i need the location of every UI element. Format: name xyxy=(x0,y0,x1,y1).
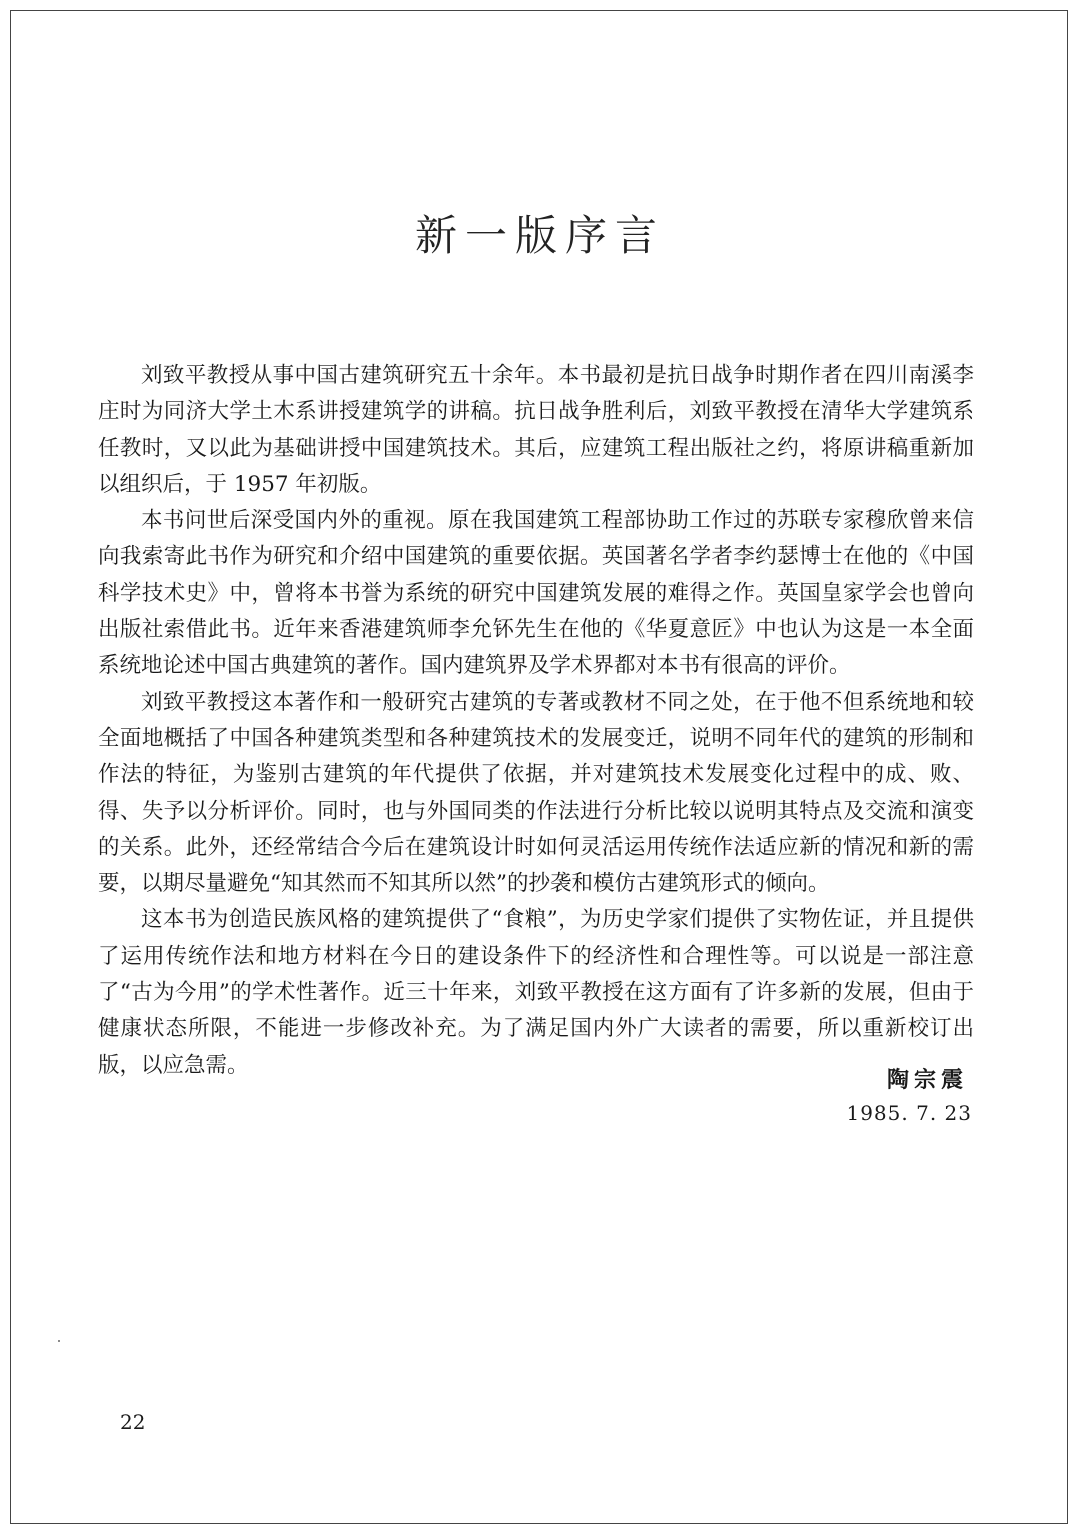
paragraph: 刘致平教授这本著作和一般研究古建筑的专著或教材不同之处，在于他不但系统地和较全面地概括了中国各种建筑类型和各种建筑技术的发展变迁，说明不同年代的建筑的形制和作法的特征，为鉴别古建筑的年代提供了依据，并对建筑技术发展变化过程中的成、败、得、失予以分析评价。同时，也与外国同类的作法进行分析比较以说明其特点及交流和演变的关系。此外，还经常结合今后在建筑设计时如何灵活运用传统作法适应新的情况和新的需要，以期尽量避免“知其然而不知其所以然”的抄袭和模仿古建筑形式的倾向。 xyxy=(98,689,974,897)
signature-date: 1985. 7. 23 xyxy=(846,1101,972,1125)
author-signature: 陶宗震 xyxy=(886,1067,968,1093)
scan-speck xyxy=(58,1340,60,1342)
paragraph: 本书问世后深受国内外的重视。原在我国建筑工程部协助工作过的苏联专家穆欣曾来信向我索寄此书作为研究和介绍中国建筑的重要依据。英国著名学者李约瑟博士在他的《中国科学技术史》中，曾将本书誉为系统的研究中国建筑发展的难得之作。英国皇家学会也曾向出版社索借此书。近年来香港建筑师李允钚先生在他的《华夏意匠》中也认为这是一本全面系统地论述中国古典建筑的著作。国内建筑界及学术界都对本书有很高的评价。 xyxy=(98,508,974,679)
paragraph: 刘致平教授从事中国古建筑研究五十余年。本书最初是抗日战争时期作者在四川南溪李庄时为同济大学土木系讲授建筑学的讲稿。抗日战争胜利后，刘致平教授在清华大学建筑系任教时，又以此为基础讲授中国建筑技术。其后，应建筑工程出版社之约，将原讲稿重新加以组织后，于 1957 年初版。 xyxy=(98,363,974,497)
page-number: 22 xyxy=(120,1410,146,1434)
page-title: 新一版序言 xyxy=(414,211,665,260)
paragraph: 这本书为创造民族风格的建筑提供了“食粮”，为历史学家们提供了实物佐证，并且提供了运用传统作法和地方材料在今日的建设条件下的经济性和合理性等。可以说是一部注意了“古为今用”的学术性著作。近三十年来，刘致平教授在这方面有了许多新的发展，但由于健康状态所限，不能进一步修改补充。为了满足国内外广大读者的需要，所以重新校订出版，以应急需。 xyxy=(98,907,974,1078)
preface-body xyxy=(98,358,974,1084)
